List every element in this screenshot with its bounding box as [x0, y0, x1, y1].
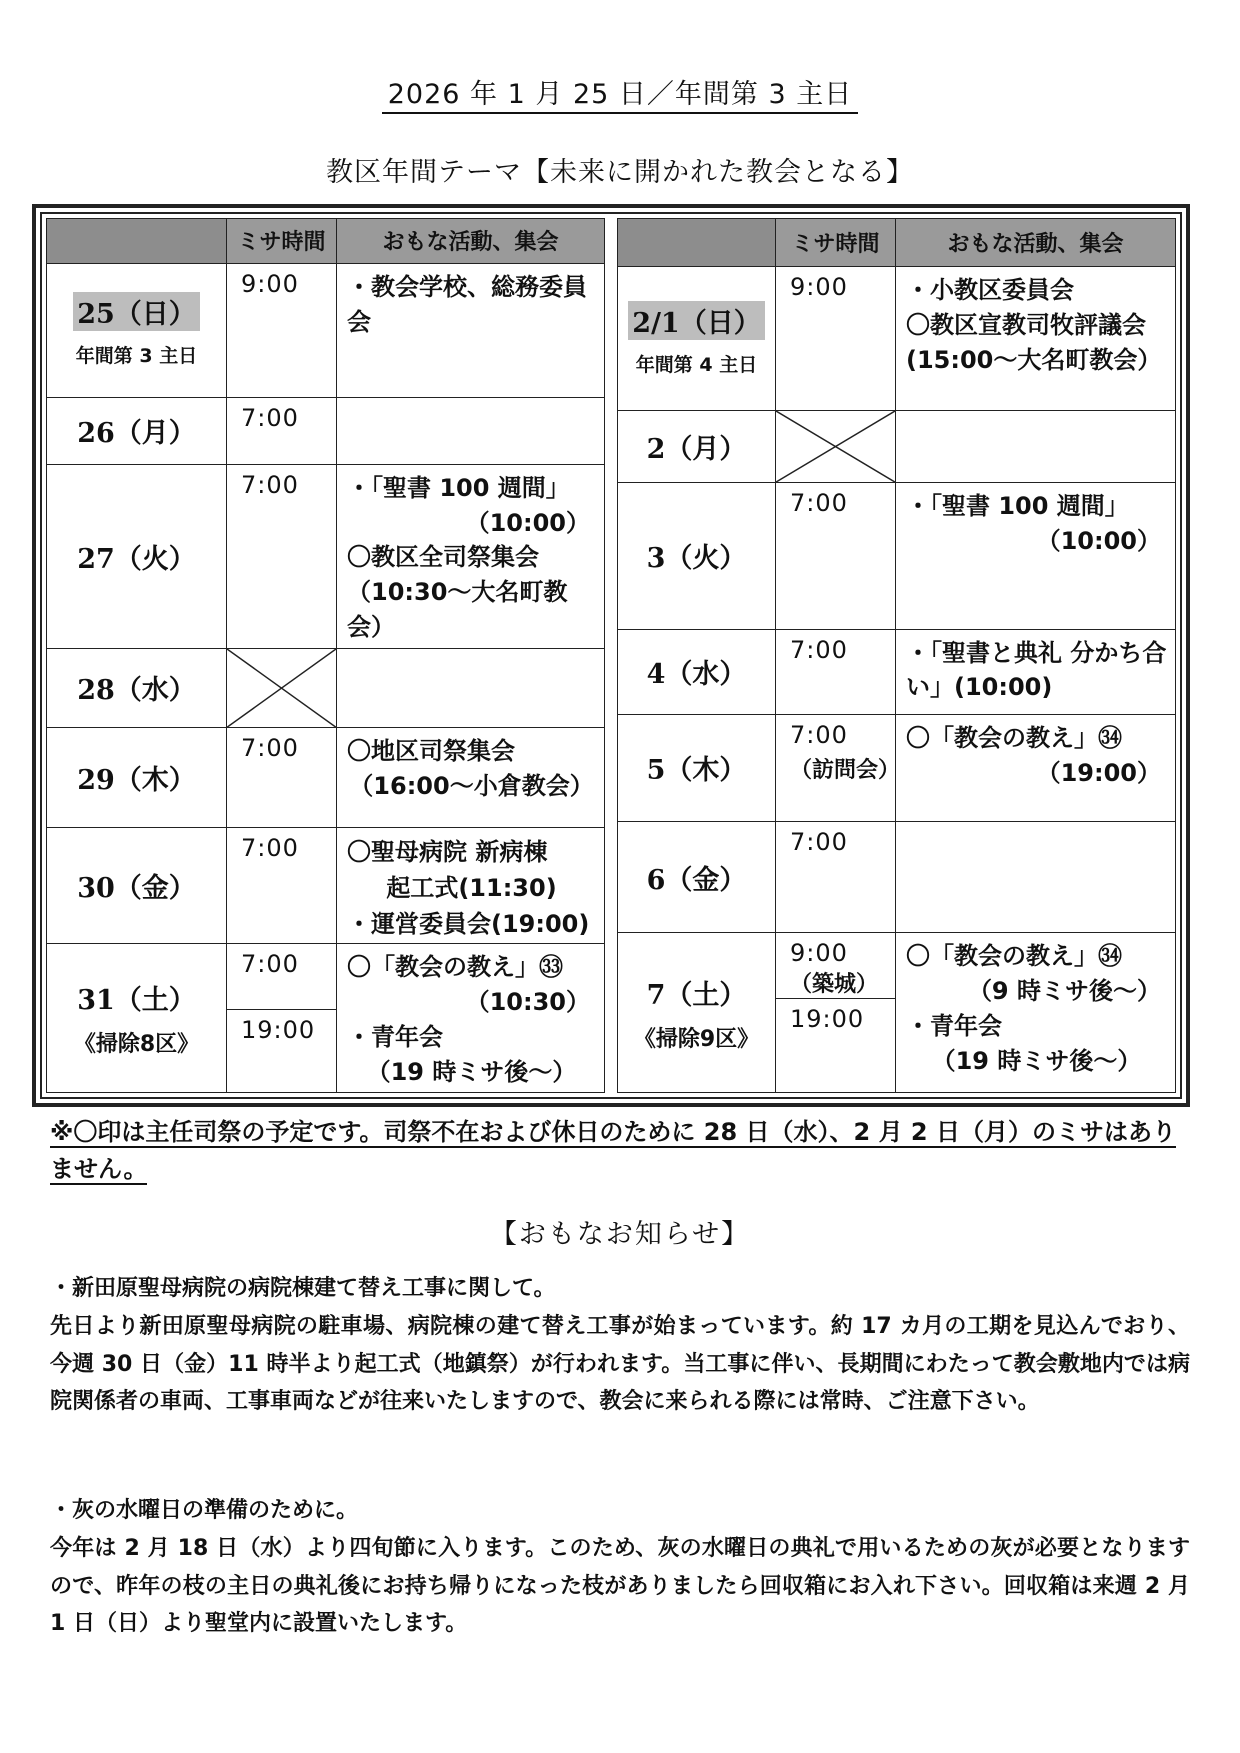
- day-label: 30（金）: [77, 872, 196, 904]
- mass-note: （築城）: [790, 972, 879, 998]
- activity: ・「聖書 100 週間」: [347, 473, 570, 502]
- mass-time: 9:00: [790, 273, 848, 302]
- mass-time: 7:00: [241, 833, 299, 862]
- notice-body: 先日より新田原聖母病院の駐車場、病院棟の建て替え工事が始まっています。約 17 カ月の工期を見込んでおり、今週 30 日（金）11 時半より起工式（地鎮祭）が行われます。当工事に伴い、長期間にわたって教会敷地内では病院関係者の車両、工事車両などが往来いたしますので、教会に来られる際には常時、ご注意下さい。: [50, 1313, 1190, 1415]
- day-label: 2/1（日）: [628, 301, 764, 340]
- activity: ・教会学校、総務委員会: [347, 272, 587, 336]
- table-row: [47, 728, 605, 828]
- notice-item: [50, 1270, 1190, 1421]
- activity-time: （10:00）: [465, 508, 590, 537]
- mass-time: 7:00: [241, 950, 299, 979]
- table-row: [618, 483, 1176, 629]
- table-row: [618, 629, 1176, 714]
- activity-time: （10:30～大名町教会）: [347, 578, 568, 642]
- notice-body: 今年は 2 月 18 日（水）より四旬節に入ります。このため、灰の水曜日の典礼で用いるための灰が必要となりますので、昨年の枝の主日の典礼後にお持ち帰りになった枝がありましたら回収箱にお入れ下さい。回収箱は来週 2 月 1 日（日）より聖堂内に設置いたします。: [50, 1535, 1190, 1637]
- header-activity: おもな活動、集会: [896, 219, 1176, 267]
- no-mass-cross-icon: [227, 648, 337, 727]
- mass-time: 7:00: [241, 403, 299, 432]
- header-day-cell: [618, 219, 776, 267]
- table-row: [618, 411, 1176, 483]
- day-sub: 年間第 4 主日: [635, 353, 758, 376]
- day-label: 27（火）: [77, 543, 196, 575]
- day-label: 31（土）: [77, 985, 196, 1017]
- table-row: [618, 267, 1176, 411]
- activity-time: （19 時ミサ後～）: [366, 1057, 577, 1086]
- notice-title: ・新田原聖母病院の病院棟建て替え工事に関して。: [50, 1276, 556, 1301]
- activity: 〇教区宣教司牧評議会(15:00～大名町教会）: [906, 310, 1162, 374]
- day-label: 26（月）: [77, 418, 196, 450]
- mass-time: 19:00: [241, 1016, 316, 1045]
- activity: 〇「教会の教え」㉞: [906, 942, 1122, 971]
- table-row: [47, 464, 605, 648]
- notices-heading: 【おもなお知らせ】: [489, 1219, 751, 1250]
- activity-time: （19 時ミサ後～）: [931, 1046, 1142, 1075]
- schedule-table-left: [46, 218, 605, 1093]
- table-row: [618, 714, 1176, 821]
- activity: 〇「教会の教え」㉝: [347, 953, 563, 982]
- header-mass-time: ミサ時間: [227, 219, 337, 264]
- no-mass-cross-icon: [776, 411, 896, 483]
- bulletin-title: 2026 年 1 月 25 日／年間第 3 主日: [0, 72, 1240, 111]
- table-row: [47, 397, 605, 464]
- header-day-cell: [47, 219, 227, 264]
- notice-title: ・灰の水曜日の準備のために。: [50, 1498, 359, 1523]
- mass-time: 7:00: [790, 635, 848, 664]
- day-label: 2（月）: [646, 434, 747, 466]
- notice-item: [50, 1492, 1190, 1643]
- diocese-theme: 教区年間テーマ【未来に開かれた教会となる】: [326, 157, 914, 188]
- activity: 〇「教会の教え」㉞: [906, 723, 1122, 752]
- activity-time: （9 時ミサ後～）: [967, 977, 1161, 1006]
- table-row: [47, 827, 605, 944]
- mass-time: 7:00: [241, 470, 299, 499]
- table-row: [47, 648, 605, 727]
- activity-time: （19:00）: [1036, 758, 1161, 787]
- schedule-table-right: [617, 218, 1176, 1093]
- header-activity: おもな活動、集会: [337, 219, 605, 264]
- mass-time: 9:00: [241, 269, 299, 298]
- day-label: 28（水）: [77, 675, 196, 707]
- day-label: 7（土）: [646, 979, 747, 1011]
- activity: 〇聖母病院 新病棟: [347, 837, 548, 866]
- activity: 起工式(11:30): [386, 873, 557, 902]
- mass-time: 7:00: [790, 827, 848, 856]
- activity: 〇教区全司祭集会: [347, 543, 539, 572]
- table-row: [47, 263, 605, 397]
- activity: ・運営委員会(19:00): [347, 909, 590, 938]
- schedule-frame: [32, 204, 1190, 1107]
- activity: ・「聖書 100 週間」: [906, 492, 1129, 521]
- table-row: [618, 821, 1176, 932]
- day-label: 29（木）: [77, 764, 196, 796]
- day-label: 25（日）: [73, 292, 200, 331]
- activity: ・「聖書と典礼 分かち合い」(10:00): [906, 638, 1167, 702]
- day-label: 5（木）: [646, 755, 747, 787]
- mass-time: 19:00: [790, 1005, 865, 1034]
- day-sub: 年間第 3 主日: [75, 345, 198, 368]
- table-row: [47, 944, 605, 1093]
- activity: ・小教区委員会: [906, 276, 1074, 305]
- cleaning-area: 《掃除8区》: [73, 1032, 200, 1058]
- day-label: 6（金）: [646, 864, 747, 896]
- activity-time: （10:30）: [465, 988, 590, 1017]
- table-row: [618, 933, 1176, 1093]
- mass-note: （訪問会）: [790, 757, 901, 783]
- mass-time: 7:00: [790, 489, 848, 518]
- day-label: 4（水）: [646, 659, 747, 691]
- activity: 〇地区司祭集会: [347, 737, 515, 765]
- activity-time: （16:00～小倉教会）: [349, 771, 594, 800]
- mass-time: 9:00: [790, 939, 848, 968]
- mass-time: 7:00: [790, 720, 848, 749]
- day-label: 3（火）: [646, 543, 747, 575]
- cleaning-area: 《掃除9区》: [633, 1026, 760, 1052]
- activity: ・青年会: [906, 1011, 1002, 1040]
- activity-time: （10:00）: [1036, 527, 1161, 556]
- mass-time: 7:00: [241, 734, 299, 762]
- header-mass-time: ミサ時間: [776, 219, 896, 267]
- schedule-note: ※〇印は主任司祭の予定です。司祭不在および休日のために 28 日（水）、2 月 2 日（月）のミサはありません。: [50, 1118, 1176, 1184]
- activity: ・青年会: [347, 1023, 443, 1051]
